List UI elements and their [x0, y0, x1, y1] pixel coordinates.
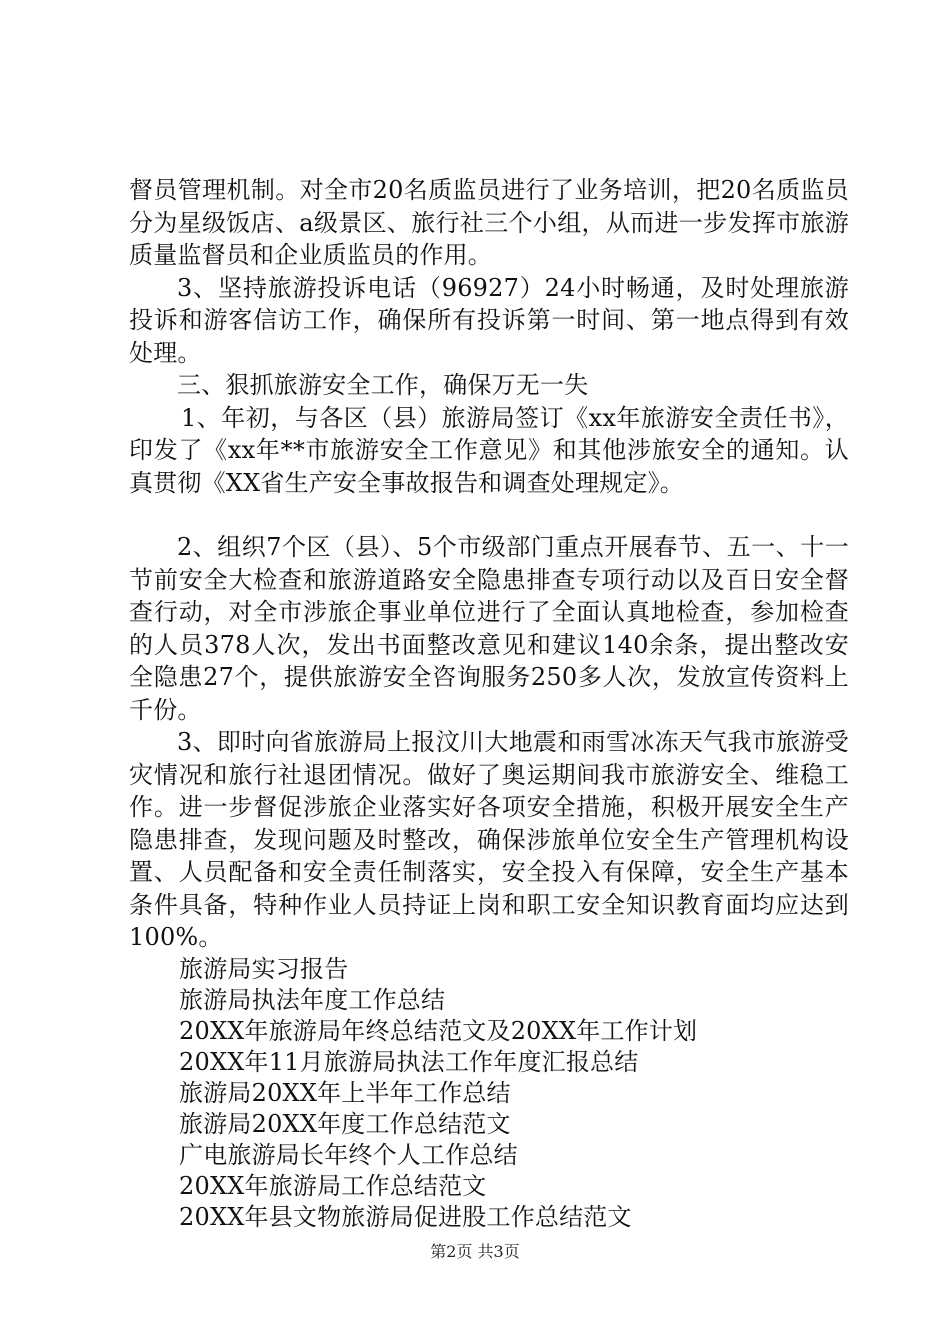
related-article-link[interactable]: 20XX年旅游局年终总结范文及20XX年工作计划 [179, 1016, 698, 1045]
paragraph-safety-responsibility: 1、年初，与各区（县）旅游局签订《xx年旅游安全责任书》，印发了《xx年**市旅游安全工作意见》和其他涉旅安全的通知。认真贯彻《XX省生产安全事故报告和调查处理规定》。 [129, 403, 849, 497]
page-number-footer: 第2页 共3页 [430, 1242, 520, 1261]
related-article-link[interactable]: 旅游局实习报告 [179, 954, 349, 983]
related-article-link[interactable]: 20XX年11月旅游局执法工作年度汇报总结 [179, 1047, 639, 1076]
paragraph-disaster-report: 3、即时向省旅游局上报汶川大地震和雨雪冰冻天气我市旅游受灾情况和旅行社退团情况。做好了奥运期间我市旅游安全、维稳工作。进一步督促涉旅企业落实好各项安全措施，积极开展安全生产隐患排查，发现问题及时整改，确保涉旅单位安全生产管理机构设置、人员配备和安全责任制落实，安全投入有保障，安全生产基本条件具备，特种作业人员持证上岗和职工安全知识教育面均应达到100%。 [129, 728, 849, 951]
section-heading-safety: 三、狠抓旅游安全工作，确保万无一失 [177, 371, 589, 399]
paragraph-safety-inspection: 2、组织7个区（县）、5个市级部门重点开展春节、五一、十一节前安全大检查和旅游道路安全隐患排查专项行动以及百日安全督查行动，对全市涉旅企事业单位进行了全面认真地检查，参加检查的人员378人次，发出书面整改意见和建议140余条，提出整改安全隐患27个，提供旅游安全咨询服务250多人次，发放宣传资料上千份。 [129, 533, 849, 724]
related-articles-list [129, 954, 849, 1233]
paragraph-complaint-hotline: 3、坚持旅游投诉电话（96927）24小时畅通，及时处理旅游投诉和游客信访工作，确保所有投诉第一时间、第一地点得到有效处理。 [129, 273, 849, 367]
related-article-link[interactable]: 旅游局20XX年度工作总结范文 [179, 1109, 511, 1138]
related-article-link[interactable]: 旅游局20XX年上半年工作总结 [179, 1078, 511, 1107]
related-article-link[interactable]: 广电旅游局长年终个人工作总结 [179, 1140, 518, 1169]
related-article-link[interactable]: 20XX年县文物旅游局促进股工作总结范文 [179, 1202, 632, 1231]
related-article-link[interactable]: 20XX年旅游局工作总结范文 [179, 1171, 487, 1200]
related-article-link[interactable]: 旅游局执法年度工作总结 [179, 985, 446, 1014]
paragraph-supervisor-mechanism: 督员管理机制。对全市20名质监员进行了业务培训，把20名质监员分为星级饭店、a级景区、旅行社三个小组，从而进一步发挥市旅游质量监督员和企业质监员的作用。 [129, 176, 849, 269]
document-body [129, 174, 849, 1233]
